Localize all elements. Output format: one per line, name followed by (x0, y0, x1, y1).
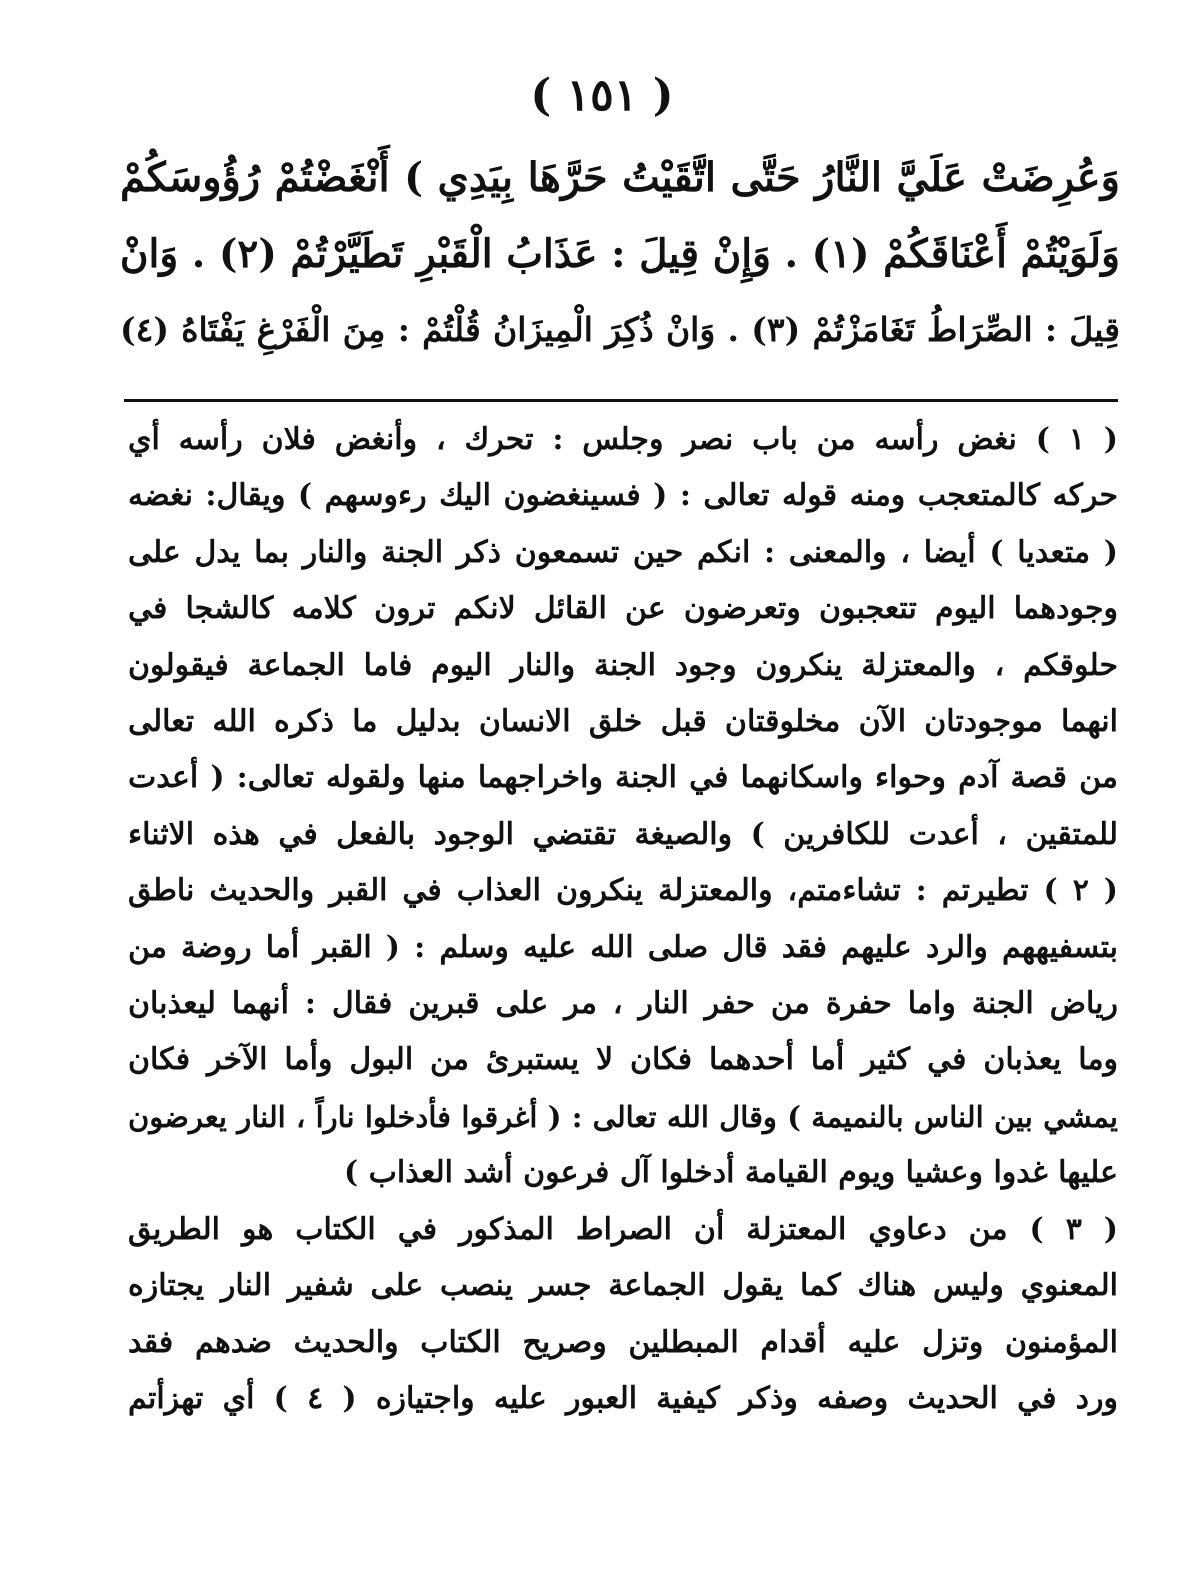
footnote-line: المعنوي وليس هناك كما يقول الجماعة جسر ينصب على شفير النار يجتازه (128, 1268, 1118, 1304)
footnote-line: حلوقكم ، والمعتزلة ينكرون وجود الجنة والنار اليوم فاما الجماعة فيقولون (128, 647, 1118, 683)
footnote-line: ورد في الحديث وصفه وذكر كيفية العبور عليه واجتيازه ( ٤ ) أي تهزأتم (128, 1380, 1118, 1416)
main-text-block (120, 140, 1120, 368)
footnote-line: للمتقين ، أعدت للكافرين ) والصيغة تقتضي الوجود بالفعل في هذه الاثناء (128, 816, 1118, 852)
main-text-line: قِيلَ : الصِّرَاطُ تَغَامَزْتُمْ (٣) . وَانْ ذُكِرَ الْمِيزَانُ قُلْتُمْ : مِنَ الْفَرْغِ يَفْتَاهُ (٤) (120, 310, 1120, 349)
footnote-line: ( ٣ ) من دعاوي المعتزلة أن الصراط المذكور في الكتاب هو الطريق (128, 1211, 1118, 1247)
footnote-line: يمشي بين الناس بالنميمة ) وقال الله تعالى : ( أغرقوا فأدخلوا ناراً ، النار يعرضون (128, 1099, 1118, 1134)
footnote-separator-rule (124, 399, 1118, 402)
main-text-line: وَلَوَيْتُمْ أَعْنَاقَكُمْ (١) . وَإِنْ قِيلَ : عَذَابُ الْقَبْرِ تَطَيَّرْتُمْ (٢) . وَانْ (119, 231, 1120, 277)
footnote-line: حركه كالمتعجب ومنه قوله تعالى : ( فسينغضون اليك رءوسهم ) ويقال: نغضه (128, 478, 1118, 514)
footnote-line: وما يعذبان في كثير أما أحدهما فكان لا يستبرئ من البول وأما الآخر فكان (128, 1042, 1118, 1078)
main-text-line: وَعُرِضَتْ عَلَيَّ النَّارُ حَتَّى اتَّقَيْتُ حَرَّهَا بِيَدِي ) أَنْغَضْتُمْ رُؤُوسَكُمْ (120, 154, 1120, 201)
footnote-line: ( متعديا ) أيضا ، والمعنى : انكم حين تسمعون ذكر الجنة والنار بما يدل على (128, 534, 1118, 570)
page-number: ( ١٥١ ) (530, 70, 674, 121)
footnote-line: رياض الجنة واما حفرة من حفر النار ، مر على قبرين فقال : أنهما ليعذبان (128, 986, 1118, 1022)
footnote-line: انهما موجودتان الآن مخلوقتان قبل خلق الانسان بدليل ما ذكره الله تعالى (128, 704, 1118, 740)
footnote-line: وجودهما اليوم تتعجبون وتعرضون عن القائل لانكم ترون كلامه كالشجا في (128, 591, 1118, 627)
footnote-line: بتسفيههم والرد عليهم فقد قال صلى الله عليه وسلم : ( القبر أما روضة من (128, 929, 1118, 965)
footnote-line: عليها غدوا وعشيا ويوم القيامة أدخلوا آل فرعون أشد العذاب ) (344, 1155, 1118, 1191)
footnote-line: المؤمنون وتزل عليه أقدام المبطلين وصريح الكتاب والحديث ضدهم فقد (128, 1324, 1118, 1360)
footnote-line: ( ٢ ) تطيرتم : تشاءمتم، والمعتزلة ينكرون العذاب في القبر والحديث ناطق (128, 873, 1118, 909)
footnotes-block (128, 412, 1118, 1427)
footnote-line: من قصة آدم وحواء واسكانهما في الجنة واخراجهما منها ولقوله تعالى: ( أعدت (128, 760, 1118, 796)
footnote-line: ( ١ ) نغض رأسه من باب نصر وجلس : تحرك ، وأنغض فلان رأسه أي (128, 422, 1118, 457)
